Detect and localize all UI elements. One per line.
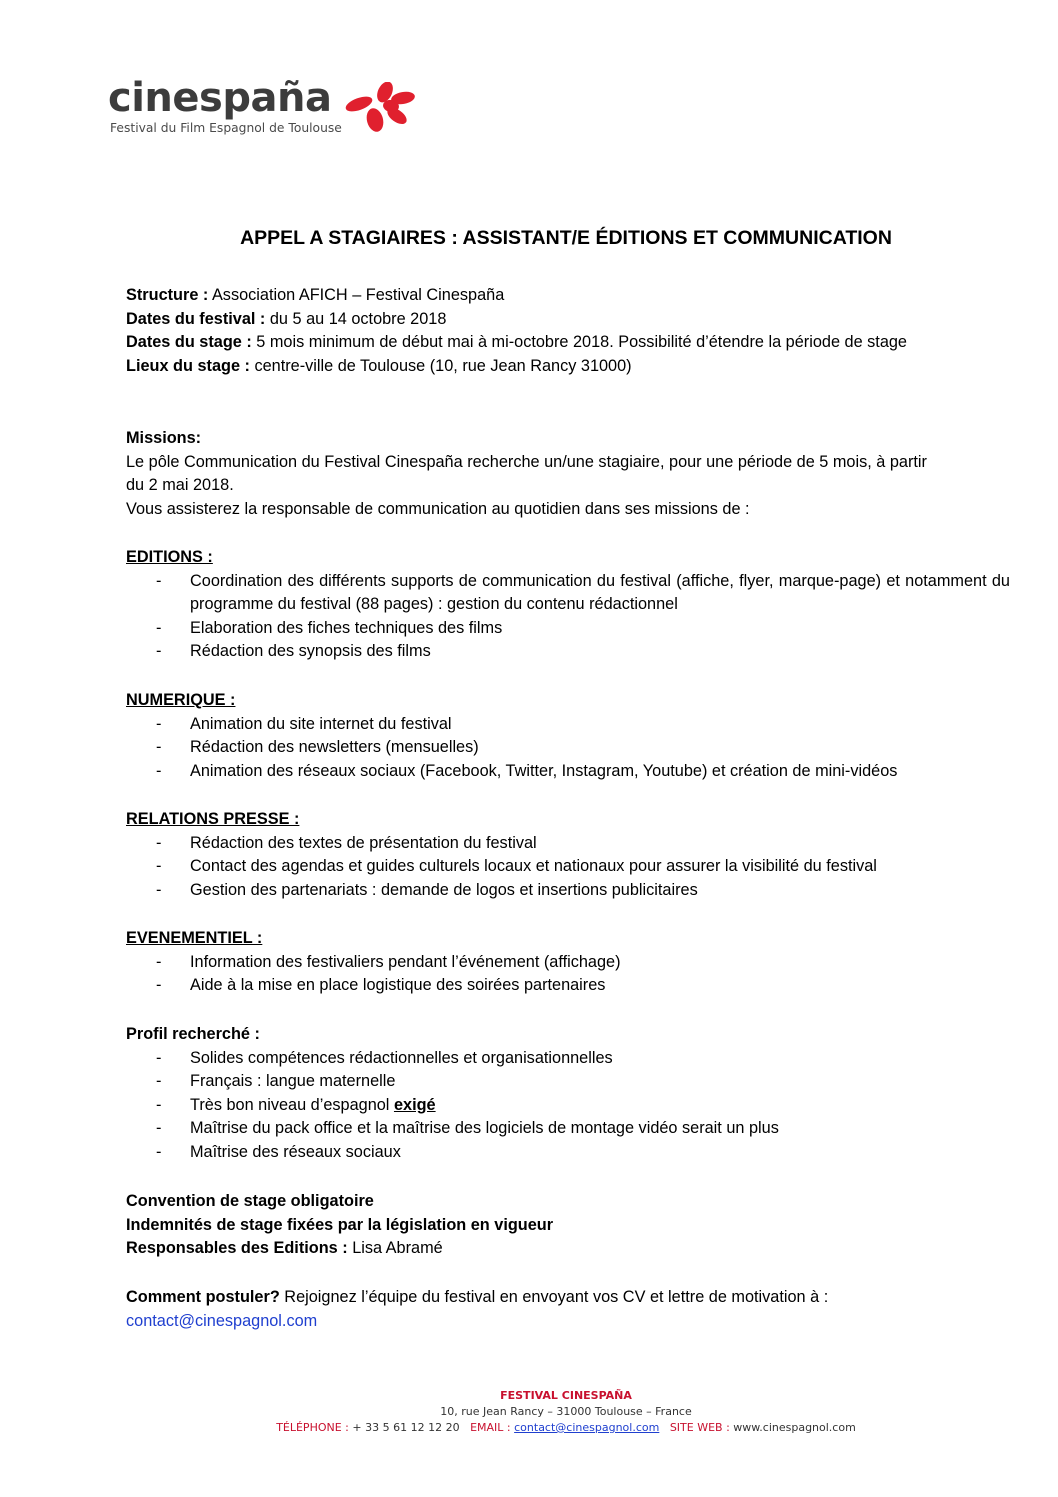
footer-contact-line bbox=[0, 1420, 1058, 1436]
list-item-text: Français : langue maternelle bbox=[190, 1072, 396, 1090]
responsables-line bbox=[126, 1237, 1010, 1261]
footer-name: FESTIVAL CINESPAÑA bbox=[500, 1389, 632, 1402]
list-item: - Information des festivaliers pendant l’événement (affichage) bbox=[126, 951, 1010, 975]
list-item: - Solides compétences rédactionnelles et organisationnelles bbox=[126, 1047, 1010, 1071]
dates-festival-line bbox=[126, 308, 1010, 332]
list-item-text: Gestion des partenariats : demande de logos et insertions publicitaires bbox=[190, 880, 698, 899]
list-item: - Coordination des différents supports de communication du festival (affiche, flyer, marque-page) et notamment du programme du festival (88 pages) : gestion du contenu rédactionnel bbox=[126, 570, 1010, 617]
footer-web-value[interactable]: www.cinespagnol.com bbox=[729, 1421, 856, 1434]
evenementiel-section bbox=[126, 927, 1010, 998]
dates-stage-label: Dates du stage : bbox=[126, 333, 252, 351]
list-item-text: Animation des réseaux sociaux (Facebook, Twitter, Instagram, Youtube) et création de mini-vidéos bbox=[190, 761, 898, 780]
list-item-text: Maîtrise du pack office et la maîtrise des logiciels de montage vidéo serait un plus bbox=[190, 1119, 779, 1137]
editions-section bbox=[126, 546, 1010, 664]
list-item-text: Rédaction des textes de présentation du festival bbox=[190, 833, 537, 852]
list-item: - Très bon niveau d’espagnol exigé bbox=[156, 1095, 436, 1114]
missions-heading: Missions: bbox=[126, 429, 202, 447]
document-title: APPEL A STAGIAIRES : ASSISTANT/E ÉDITIONS ET COMMUNICATION bbox=[240, 227, 892, 249]
postuler-block bbox=[126, 1286, 1010, 1333]
presse-heading: RELATIONS PRESSE : bbox=[126, 810, 300, 828]
missions-block bbox=[126, 427, 1010, 521]
numerique-heading: NUMERIQUE : bbox=[126, 691, 236, 709]
list-item-text: Rédaction des synopsis des films bbox=[190, 642, 431, 660]
numerique-section bbox=[126, 689, 1010, 783]
list-item-text: Solides compétences rédactionnelles et organisationnelles bbox=[190, 1048, 613, 1067]
convention-line: Convention de stage obligatoire bbox=[126, 1192, 374, 1210]
list-item: - Aide à la mise en place logistique des soirées partenaires bbox=[126, 974, 1010, 998]
structure-value: Association AFICH – Festival Cinespaña bbox=[208, 286, 505, 304]
postuler-value: Rejoignez l’équipe du festival en envoyant vos CV et lettre de motivation à : bbox=[279, 1288, 829, 1306]
missions-intro-line-1: Le pôle Communication du Festival Cinespaña recherche un/une stagiaire, pour une période de 5 mois, à partir bbox=[126, 452, 927, 471]
list-item-text: Aide à la mise en place logistique des soirées partenaires bbox=[190, 976, 606, 994]
dates-stage-value: 5 mois minimum de début mai à mi-octobre 2018. Possibilité d’étendre la période de stage bbox=[251, 333, 907, 351]
list-item-text: Très bon niveau d’espagnol bbox=[190, 1095, 394, 1114]
logo-tagline: Festival du Film Espagnol de Toulouse bbox=[110, 121, 342, 135]
logo-wordmark: cinespaña bbox=[108, 75, 332, 121]
list-item: - Animation des réseaux sociaux (Facebook, Twitter, Instagram, Youtube) et création de mini-vidéos bbox=[126, 760, 1010, 784]
list-item-text: Coordination des différents supports de communication du festival (affiche, flyer, marque-page) et notamment du programme du festival (88 pages) : gestion du contenu rédactionnel bbox=[190, 571, 1010, 613]
page-footer bbox=[0, 1388, 1058, 1436]
footer-address: 10, rue Jean Rancy – 31000 Toulouse – France bbox=[440, 1405, 692, 1418]
list-item: - Français : langue maternelle bbox=[126, 1070, 1010, 1094]
dates-festival-value: du 5 au 14 octobre 2018 bbox=[265, 309, 447, 328]
profil-heading: Profil recherché : bbox=[126, 1025, 260, 1043]
list-item: - Maîtrise du pack office et la maîtrise des logiciels de montage vidéo serait un plus bbox=[126, 1117, 1010, 1141]
footer-phone-value: + 33 5 61 12 12 20 bbox=[348, 1421, 460, 1434]
list-item: - Rédaction des newsletters (mensuelles) bbox=[126, 736, 1010, 760]
list-item-text: Information des festivaliers pendant l’événement (affichage) bbox=[190, 952, 621, 971]
list-item: - Maîtrise des réseaux sociaux bbox=[126, 1141, 1010, 1165]
profil-section bbox=[126, 1023, 1010, 1164]
responsables-value: Lisa Abramé bbox=[347, 1239, 443, 1257]
contact-email-link[interactable]: contact@cinespagnol.com bbox=[126, 1311, 318, 1330]
list-item-text: Rédaction des newsletters (mensuelles) bbox=[190, 738, 479, 756]
structure-label: Structure : bbox=[126, 286, 209, 304]
footer-email-label: EMAIL : bbox=[470, 1421, 511, 1434]
emphasis-exige: exigé bbox=[393, 1095, 436, 1114]
list-item: - Elaboration des fiches techniques des films bbox=[126, 617, 1010, 641]
info-block bbox=[126, 284, 1010, 378]
footer-web-label: SITE WEB : bbox=[669, 1421, 730, 1434]
lieux-line bbox=[126, 355, 1010, 379]
lieux-label: Lieux du stage : bbox=[126, 356, 250, 375]
lieux-value: centre-ville de Toulouse (10, rue Jean Rancy 31000) bbox=[249, 356, 632, 375]
closing-block bbox=[126, 1190, 1010, 1261]
evenementiel-heading: EVENEMENTIEL : bbox=[126, 929, 263, 947]
list-item-text: Animation du site internet du festival bbox=[190, 714, 452, 733]
dates-stage-line bbox=[126, 331, 1010, 355]
flower-icon bbox=[341, 82, 421, 134]
presse-section bbox=[126, 808, 1010, 902]
list-item: - Animation du site internet du festival bbox=[126, 713, 1010, 737]
list-item-text: Maîtrise des réseaux sociaux bbox=[190, 1142, 401, 1161]
editions-heading: EDITIONS : bbox=[126, 548, 213, 566]
structure-line bbox=[126, 284, 1010, 308]
missions-intro-line-3: Vous assisterez la responsable de communication au quotidien dans ses missions de : bbox=[126, 499, 750, 518]
missions-intro-line-2: du 2 mai 2018. bbox=[126, 476, 234, 494]
list-item: - Contact des agendas et guides culturels locaux et nationaux pour assurer la visibilité du festival bbox=[126, 855, 1010, 879]
footer-email-link[interactable]: contact@cinespagnol.com bbox=[514, 1421, 660, 1434]
cinespana-logo bbox=[108, 75, 418, 138]
postuler-line bbox=[126, 1286, 1010, 1310]
responsables-label: Responsables des Editions : bbox=[126, 1239, 348, 1257]
list-item-text: Elaboration des fiches techniques des films bbox=[190, 618, 503, 637]
postuler-label: Comment postuler? bbox=[126, 1288, 280, 1306]
list-item: - Gestion des partenariats : demande de logos et insertions publicitaires bbox=[126, 879, 1010, 903]
list-item: - Rédaction des synopsis des films bbox=[126, 640, 1010, 664]
footer-phone-label: TÉLÉPHONE : bbox=[276, 1421, 349, 1434]
list-item: - Rédaction des textes de présentation du festival bbox=[126, 832, 1010, 856]
indemnites-line: Indemnités de stage fixées par la législation en vigueur bbox=[126, 1215, 554, 1234]
dates-festival-label: Dates du festival : bbox=[126, 309, 266, 328]
list-item-text: Contact des agendas et guides culturels locaux et nationaux pour assurer la visibilité du festival bbox=[190, 857, 877, 875]
